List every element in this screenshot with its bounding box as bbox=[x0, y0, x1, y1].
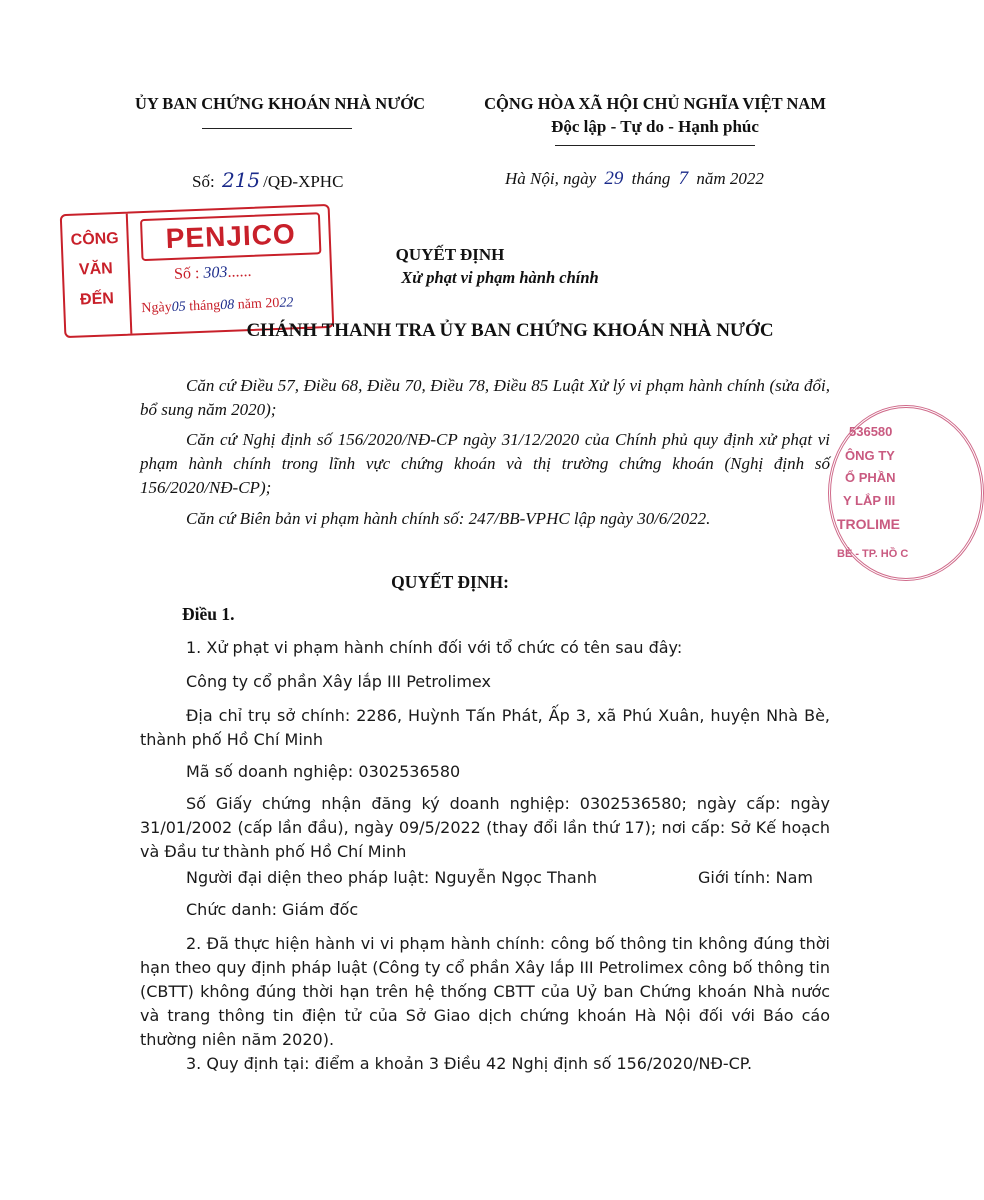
issuer-title: CHÁNH THANH TRA ỦY BAN CHỨNG KHOÁN NHÀ NƯỚC bbox=[246, 320, 774, 341]
article-1-item-1: 1. Xử phạt vi phạm hành chính đối với tổ chức có tên sau đây: bbox=[186, 638, 683, 657]
doc-title: QUYẾT ĐỊNH bbox=[395, 245, 505, 264]
registration-info: Số Giấy chứng nhận đăng ký doanh nghiệp: 0302536580; ngày cấp: ngày 31/01/2002 (cấp lần đầu), ngày 09/5/2022 (thay đổi lần thứ 17); nơi cấp: Sở Kế hoạch và Đầu tư thành phố Hồ Chí Minh bbox=[140, 794, 830, 861]
issuing-agency: ỦY BAN CHỨNG KHOÁN NHÀ NƯỚC bbox=[134, 94, 426, 113]
preamble-2: Căn cứ Nghị định số 156/2020/NĐ-CP ngày 31/12/2020 của Chính phủ quy định xử phạt vi phạm hành chính trong lĩnh vực chứng khoán và thị trường chứng khoán (Nghị định số 156/2020/NĐ-CP); bbox=[140, 430, 830, 497]
so-label: Số: bbox=[192, 172, 215, 191]
so-suffix: /QĐ-XPHC bbox=[263, 172, 344, 191]
stamp-so-label: Số : bbox=[173, 264, 200, 283]
stamp-day: 05 bbox=[171, 299, 186, 315]
stamp-label-column bbox=[62, 214, 133, 336]
so-handwritten-number: 215 bbox=[221, 168, 261, 192]
doc-subtitle: Xử phạt vi phạm hành chính bbox=[401, 268, 599, 287]
article-1-item-3: 3. Quy định tại: điểm a khoản 3 Điều 42 Nghị định số 156/2020/NĐ-CP. bbox=[186, 1054, 753, 1073]
business-code: Mã số doanh nghiệp: 0302536580 bbox=[186, 762, 461, 781]
stamp-so-value: 303 bbox=[203, 263, 228, 282]
date-year-label: năm 2022 bbox=[696, 169, 764, 188]
legal-representative: Người đại diện theo pháp luật: Nguyễn Ngọc Thanh bbox=[186, 868, 597, 887]
stamp-so-dots: ...... bbox=[227, 262, 252, 281]
seal-line-2: ÔNG TY bbox=[845, 448, 895, 463]
stamp-brand: PENJICO bbox=[140, 212, 321, 261]
country-name: CỘNG HÒA XÃ HỘI CHỦ NGHĨA VIỆT NAM bbox=[484, 94, 826, 113]
document-number bbox=[192, 168, 343, 192]
company-name: Công ty cổ phần Xây lắp III Petrolimex bbox=[186, 672, 491, 691]
stamp-den: ĐẾN bbox=[79, 290, 115, 309]
date-day: 29 bbox=[604, 168, 624, 189]
representative-gender: Giới tính: Nam bbox=[698, 868, 813, 887]
national-motto: Độc lập - Tự do - Hạnh phúc bbox=[551, 117, 759, 136]
stamp-van: VĂN bbox=[78, 260, 114, 279]
decision-heading: QUYẾT ĐỊNH: bbox=[391, 572, 509, 592]
seal-line-1: 536580 bbox=[849, 424, 893, 439]
stamp-cong: CÔNG bbox=[70, 229, 120, 249]
stamp-date-prefix: Ngày bbox=[141, 300, 172, 317]
seal-line-6: BÈ - TP. HỒ C bbox=[837, 548, 909, 560]
preamble-1: Căn cứ Điều 57, Điều 68, Điều 70, Điều 78, Điều 85 Luật Xử lý vi phạm hành chính (sửa đổi, bổ sung năm 2020); bbox=[140, 376, 830, 419]
date-month: 7 bbox=[678, 168, 689, 189]
representative-position: Chức danh: Giám đốc bbox=[186, 900, 359, 919]
motto-underline bbox=[555, 145, 755, 146]
article-1-heading: Điều 1. bbox=[182, 604, 235, 624]
date-month-label: tháng bbox=[631, 169, 671, 188]
place-date bbox=[505, 168, 764, 190]
article-1-item-2: 2. Đã thực hiện hành vi vi phạm hành chính: công bố thông tin không đúng thời hạn theo quy định pháp luật (Công ty cổ phần Xây lắp III Petrolimex công bố thông tin (CBTT) không đúng thời hạn trên hệ thống CBTT của Uỷ ban Chứng khoán Nhà nước và trang thông tin điện tử của Sở Giao dịch chứng khoán Hà Nội đối với Báo cáo thường niên năm 2020). bbox=[140, 934, 830, 1049]
stamp-month: 08 bbox=[219, 297, 235, 314]
stamp-date-line bbox=[141, 295, 294, 317]
agency-underline bbox=[202, 128, 352, 129]
place-date-prefix: Hà Nội, ngày bbox=[505, 169, 597, 188]
company-seal bbox=[828, 405, 984, 581]
stamp-month-label: tháng bbox=[188, 298, 221, 315]
company-address: Địa chỉ trụ sở chính: 2286, Huỳnh Tấn Phát, Ấp 3, xã Phú Xuân, huyện Nhà Bè, thành phố Hồ Chí Minh bbox=[140, 706, 830, 749]
stamp-year: 22 bbox=[279, 295, 294, 311]
preamble-3: Căn cứ Biên bản vi phạm hành chính số: 247/BB-VPHC lập ngày 30/6/2022. bbox=[186, 509, 711, 528]
stamp-year-label: năm 20 bbox=[237, 295, 280, 313]
seal-line-4: Y LẮP III bbox=[843, 493, 896, 508]
seal-line-3: Ổ PHẦN bbox=[845, 470, 896, 485]
seal-line-5: TROLIME bbox=[837, 516, 900, 532]
national-heading bbox=[455, 94, 855, 137]
